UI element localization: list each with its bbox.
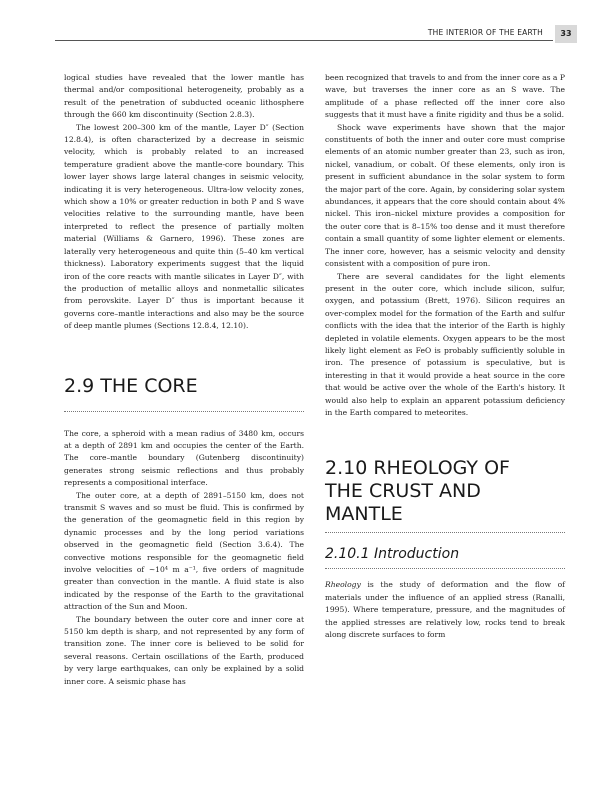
section-heading-core: 2.9 THE CORE (64, 374, 198, 397)
subsection-heading-introduction: 2.10.1 Introduction (325, 546, 460, 563)
right-paragraph-3: There are several candidates for the light elements present in the outer core, which include silicon, sulfur, oxygen, and potassium (Brett, 1976). Silicon requires an over-complex model for the formation of the Earth and sulfur conflicts with the idea that the interior of the Earth is highly depleted in volatile elements. Oxygen appears to be the most likely light element as FeO is probably sufficiently soluble in iron. The presence of potassium is speculative, but is interesting in that it would provide a heat source in the core that would be active over the whole of the Earth's history. It would also help to explain an apparent potassium deficiency in the Earth compared to meteorites. (325, 271, 565, 417)
running-head-rule (55, 40, 553, 41)
right-paragraph-1: been recognized that travels to and from the inner core as a P wave, but traverses the inner core as an S wave. The amplitude of a phase reflected off the inner core also suggests that it must have a finite rigidity and thus be a solid. (325, 73, 565, 120)
running-head-title: THE INTERIOR OF THE EARTH (422, 28, 543, 37)
rheology-definition: is the study of deformation and the flow of materials under the influence of an applied stress (Ranalli, 1995). Where temperature, pressure, and the magnitudes of the applied stresses are relatively low, rocks tend to break along discrete surfaces to form (325, 580, 565, 639)
left-paragraph-5: The boundary between the outer core and inner core at 5150 km depth is sharp, and not represented by any form of transition zone. The inner core is believed to be solid for several reasons. Certain oscillations of the Earth, produced by very large earthquakes, can only be explained by a solid inner core. A seismic phase has (64, 614, 304, 686)
left-paragraph-2: The lowest 200–300 km of the mantle, Layer D″ (Section 12.8.4), is often characterized by a decrease in seismic velocity, which is probably related to an increased temperature gradient above the mantle-core boundary. This lower layer shows large lateral changes in seismic velocity, indicating it is very heterogeneous. Ultra-low velocity zones, which show a 10% or greater reduction in both P and S wave velocities relative to the surrounding mantle, have been interpreted to reflect the presence of partially molten material (Williams & Garnero, 1996). These zones are laterally very heterogeneous and quite thin (5–40 km vertical thickness). Laboratory experiments suggest that the liquid iron of the core reacts with mantle silicates in Layer D″, with the production of metallic alloys and nonmetallic silicates from perovskite. Layer D″ thus is important because it governs core–mantle interactions and also may be the source of deep mantle plumes (Sections 12.8.4, 12.10). (64, 122, 304, 331)
right-paragraph-2: Shock wave experiments have shown that the major constituents of both the inner and outer core must comprise elements of an atomic number greater than 23, such as iron, nickel, vanadium, or cobalt. Of these elements, only iron is present in sufficient abundance in the solar system to form the major part of the core. Again, by considering solar system abundances, it appears that the core should contain about 4% nickel. This iron–nickel mixture provides a composition for the outer core that is 8–15% too dense and it must therefore contain a small quantity of some lighter element or elements. The inner core, however, has a seismic velocity and density consistent with a composition of pure iron. (325, 122, 565, 269)
left-paragraph-3: The core, a spheroid with a mean radius of 3480 km, occurs at a depth of 2891 km and occupies the center of the Earth. The core–mantle boundary (Gutenberg discontinuity) generates strong seismic reflections and thus probably represents a compositional interface. (64, 428, 304, 488)
running-head (0, 22, 615, 44)
right-paragraph-4 (325, 579, 565, 641)
left-paragraph-4: The outer core, at a depth of 2891–5150 km, does not transmit S waves and so must be fluid. This is confirmed by the generation of the geomagnetic field in this region by dynamic processes and by the long period variations observed in the geomagnetic field (Section 3.6.4). The convective motions responsible for the geomagnetic field involve velocities of ~10⁴ m a⁻¹, five orders of magnitude greater than convection in the mantle. A fluid state is also indicated by the response of the Earth to the gravitational attraction of the Sun and Moon. (64, 490, 304, 612)
left-paragraph-1: logical studies have revealed that the lower mantle has thermal and/or compositional heterogeneity, probably as a result of the penetration of subducted oceanic lithosphere through the 660 km discontinuity (Section 2.8.3). (64, 73, 304, 120)
right-column (325, 72, 565, 641)
left-column (64, 72, 304, 688)
rheology-term: Rheology (325, 580, 361, 590)
page-number: 33 (555, 25, 577, 43)
section-heading-rheology: 2.10 RHEOLOGY OF THE CRUST AND MANTLE (325, 457, 510, 526)
